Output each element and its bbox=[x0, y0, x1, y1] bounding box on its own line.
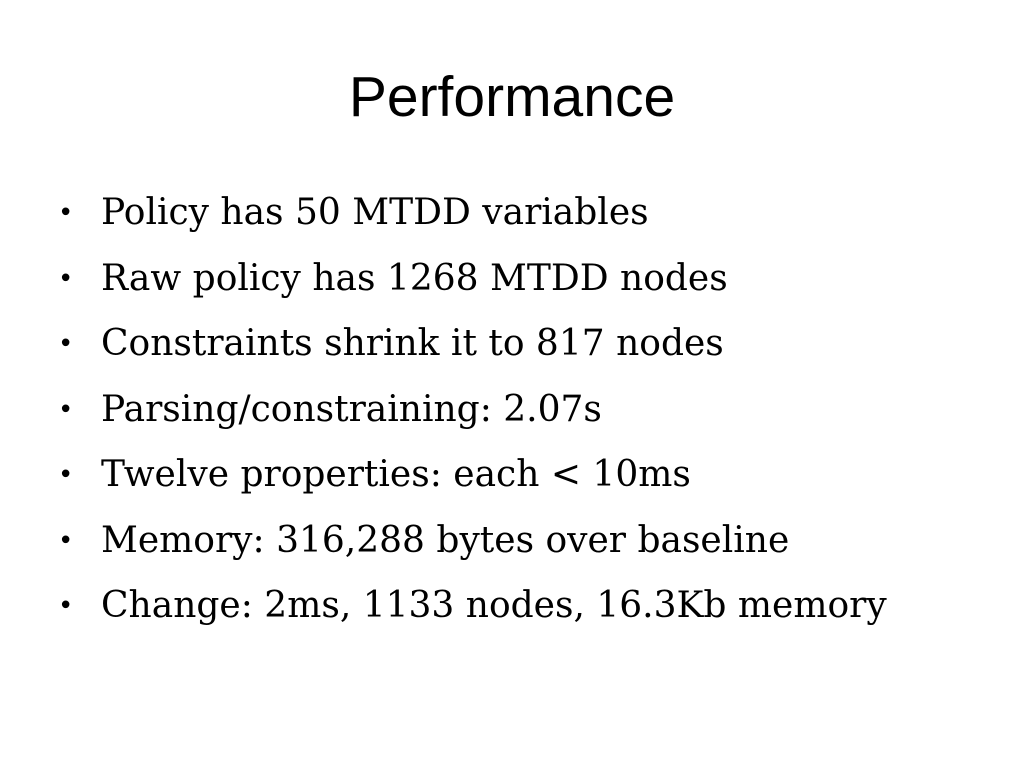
bullet-icon: • bbox=[58, 263, 74, 294]
bullet-icon: • bbox=[58, 460, 74, 490]
bullet-text: Twelve properties: each < 10ms bbox=[101, 454, 691, 495]
bullet-icon: • bbox=[58, 525, 74, 556]
bullet-item bbox=[58, 252, 887, 318]
bullet-icon: • bbox=[58, 394, 74, 425]
bullet-text: Policy has 50 MTDD variables bbox=[101, 192, 649, 233]
bullet-icon: • bbox=[58, 329, 74, 359]
bullet-item bbox=[58, 579, 887, 645]
bullet-item bbox=[58, 514, 887, 580]
slide-title: Performance bbox=[348, 65, 676, 129]
bullet-item bbox=[58, 383, 887, 449]
bullet-text: Parsing/constraining: 2.07s bbox=[101, 388, 602, 430]
bullet-text: Raw policy has 1268 MTDD nodes bbox=[101, 257, 728, 299]
bullet-text: Memory: 316,288 bytes over baseline bbox=[101, 519, 790, 561]
bullet-item bbox=[58, 448, 887, 514]
bullet-text: Change: 2ms, 1133 nodes, 16.3Kb memory bbox=[101, 585, 887, 626]
bullet-item bbox=[58, 186, 887, 252]
bullet-icon: • bbox=[58, 591, 74, 621]
bullet-text: Constraints shrink it to 817 nodes bbox=[101, 323, 724, 364]
bullet-icon: • bbox=[58, 198, 74, 228]
bullet-item bbox=[58, 317, 887, 383]
bullet-list bbox=[58, 186, 887, 645]
